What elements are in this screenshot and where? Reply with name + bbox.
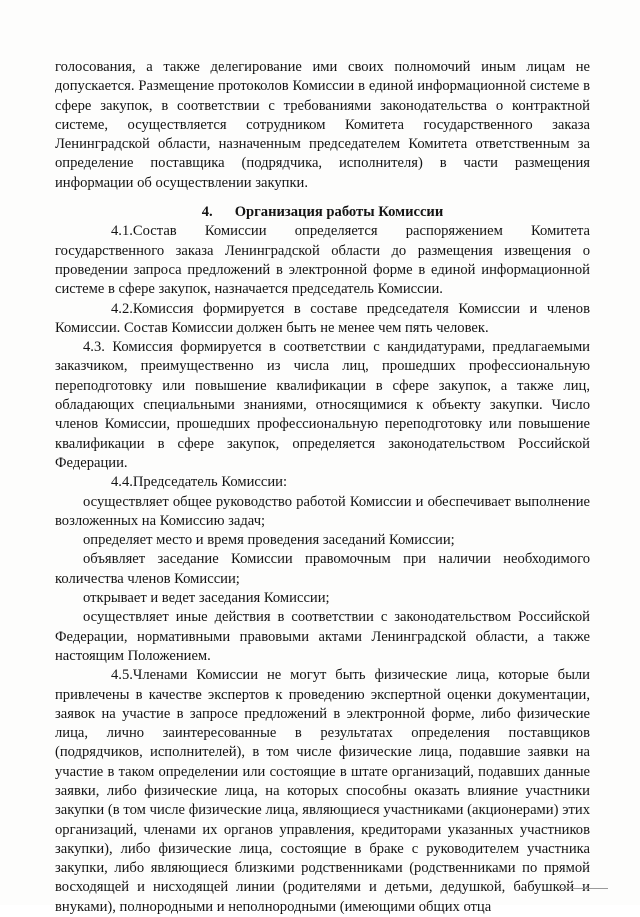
paragraph-text: Членами Комиссии не могут быть физические лица, которые были привлечены в качестве экспертов к проведению экспертной оценки документации, заявок на участие в запросе предложений в электронной форме, либо физические лица, лично заинтересованные в результатах определения поставщиков (подрядчиков, исполнителей), в том числе физические лица, подавшие заявки на участие в таком определении или состоящие в штате организаций, подавших данные заявки, либо физические лица, на которых способны оказать влияние участники закупки (в том числе физические лица, являющиеся участниками (акционерами) этих организаций, членами их органов управления, кредиторами указанных участников закупки), либо физические лица, состоящие в браке с руководителем участника закупки, либо являющиеся близкими родственниками (родственниками по прямой восходящей и нисходящей линии (родителями и детьми, дедушкой, бабушкой и внуками), полнородными и неполнородными (имеющими общих отца xyxy=(55,667,590,915)
paragraph-text: Комиссия формируется в соответствии с кандидатурами, предлагаемыми заказчиком, преимущественно из числа лиц, прошедших профессиональную переподготовку или повышение квалификации в сфере закупок, а также лиц, обладающих специальными знаниями, относящимися к объекту закупки. Число членов Комиссии, прошедших профессиональную переподготовку или повышение квалификации в сфере закупок, определяется законодательством Российской Федерации. xyxy=(55,339,590,471)
section-title: Организация работы Комиссии xyxy=(234,204,444,221)
paragraph-number: 4.4. xyxy=(111,474,133,491)
paragraph-number: 4.2. xyxy=(111,300,133,317)
paragraph-text: Председатель Комиссии: xyxy=(132,474,288,491)
section-heading xyxy=(55,203,590,222)
paragraph-4-1 xyxy=(55,222,590,299)
paragraph-text: Комиссия формируется в составе председателя Комиссии и членов Комиссии. Состав Комиссии должен быть не менее чем пять человек. xyxy=(55,300,590,336)
paragraph-4-5 xyxy=(55,666,590,917)
document-body xyxy=(55,58,590,917)
chairman-duty-item: определяет место и время проведения заседаний Комиссии; xyxy=(83,532,455,549)
intro-paragraph: голосования, а также делегирование ими своих полномочий иным лицам не допускается. Размещение протоколов Комиссии в единой информационной системе в сфере закупок, в соответствии с требованиями законодательства о контрактной системе, осуществляется сотрудником Комитета государственного заказа Ленинградской области, назначенным председателем Комитета ответственным за определение поставщика (подрядчика, исполнителя) в части размещения информации об осуществлении закупки. xyxy=(55,59,590,191)
footer-divider xyxy=(560,888,608,889)
paragraph-4-3 xyxy=(55,338,590,473)
paragraph-text: Состав Комиссии определяется распоряжением Комитета государственного заказа Ленинградской области до размещения извещения о проведении запроса предложений в электронной форме в единой информационной системе в сфере закупок, назначается председатель Комиссии. xyxy=(55,223,590,298)
chairman-duty-item: объявляет заседание Комиссии правомочным при наличии необходимого количества членов Комиссии; xyxy=(55,551,590,587)
paragraph-4-2 xyxy=(55,300,590,339)
paragraph-4-4 xyxy=(55,473,590,492)
chairman-duty-item: открывает и ведет заседания Комиссии; xyxy=(83,590,330,607)
section-number: 4. xyxy=(201,204,213,221)
paragraph-number: 4.3. xyxy=(83,339,105,356)
chairman-duty-item: осуществляет иные действия в соответствии с законодательством Российской Федерации, нормативными правовыми актами Ленинградской области, а также настоящим Положением. xyxy=(55,609,590,664)
paragraph-number: 4.1. xyxy=(111,223,133,240)
paragraph-number: 4.5. xyxy=(111,667,133,684)
chairman-duty-item: осуществляет общее руководство работой Комиссии и обеспечивает выполнение возложенных на Комиссию задач; xyxy=(55,493,590,529)
